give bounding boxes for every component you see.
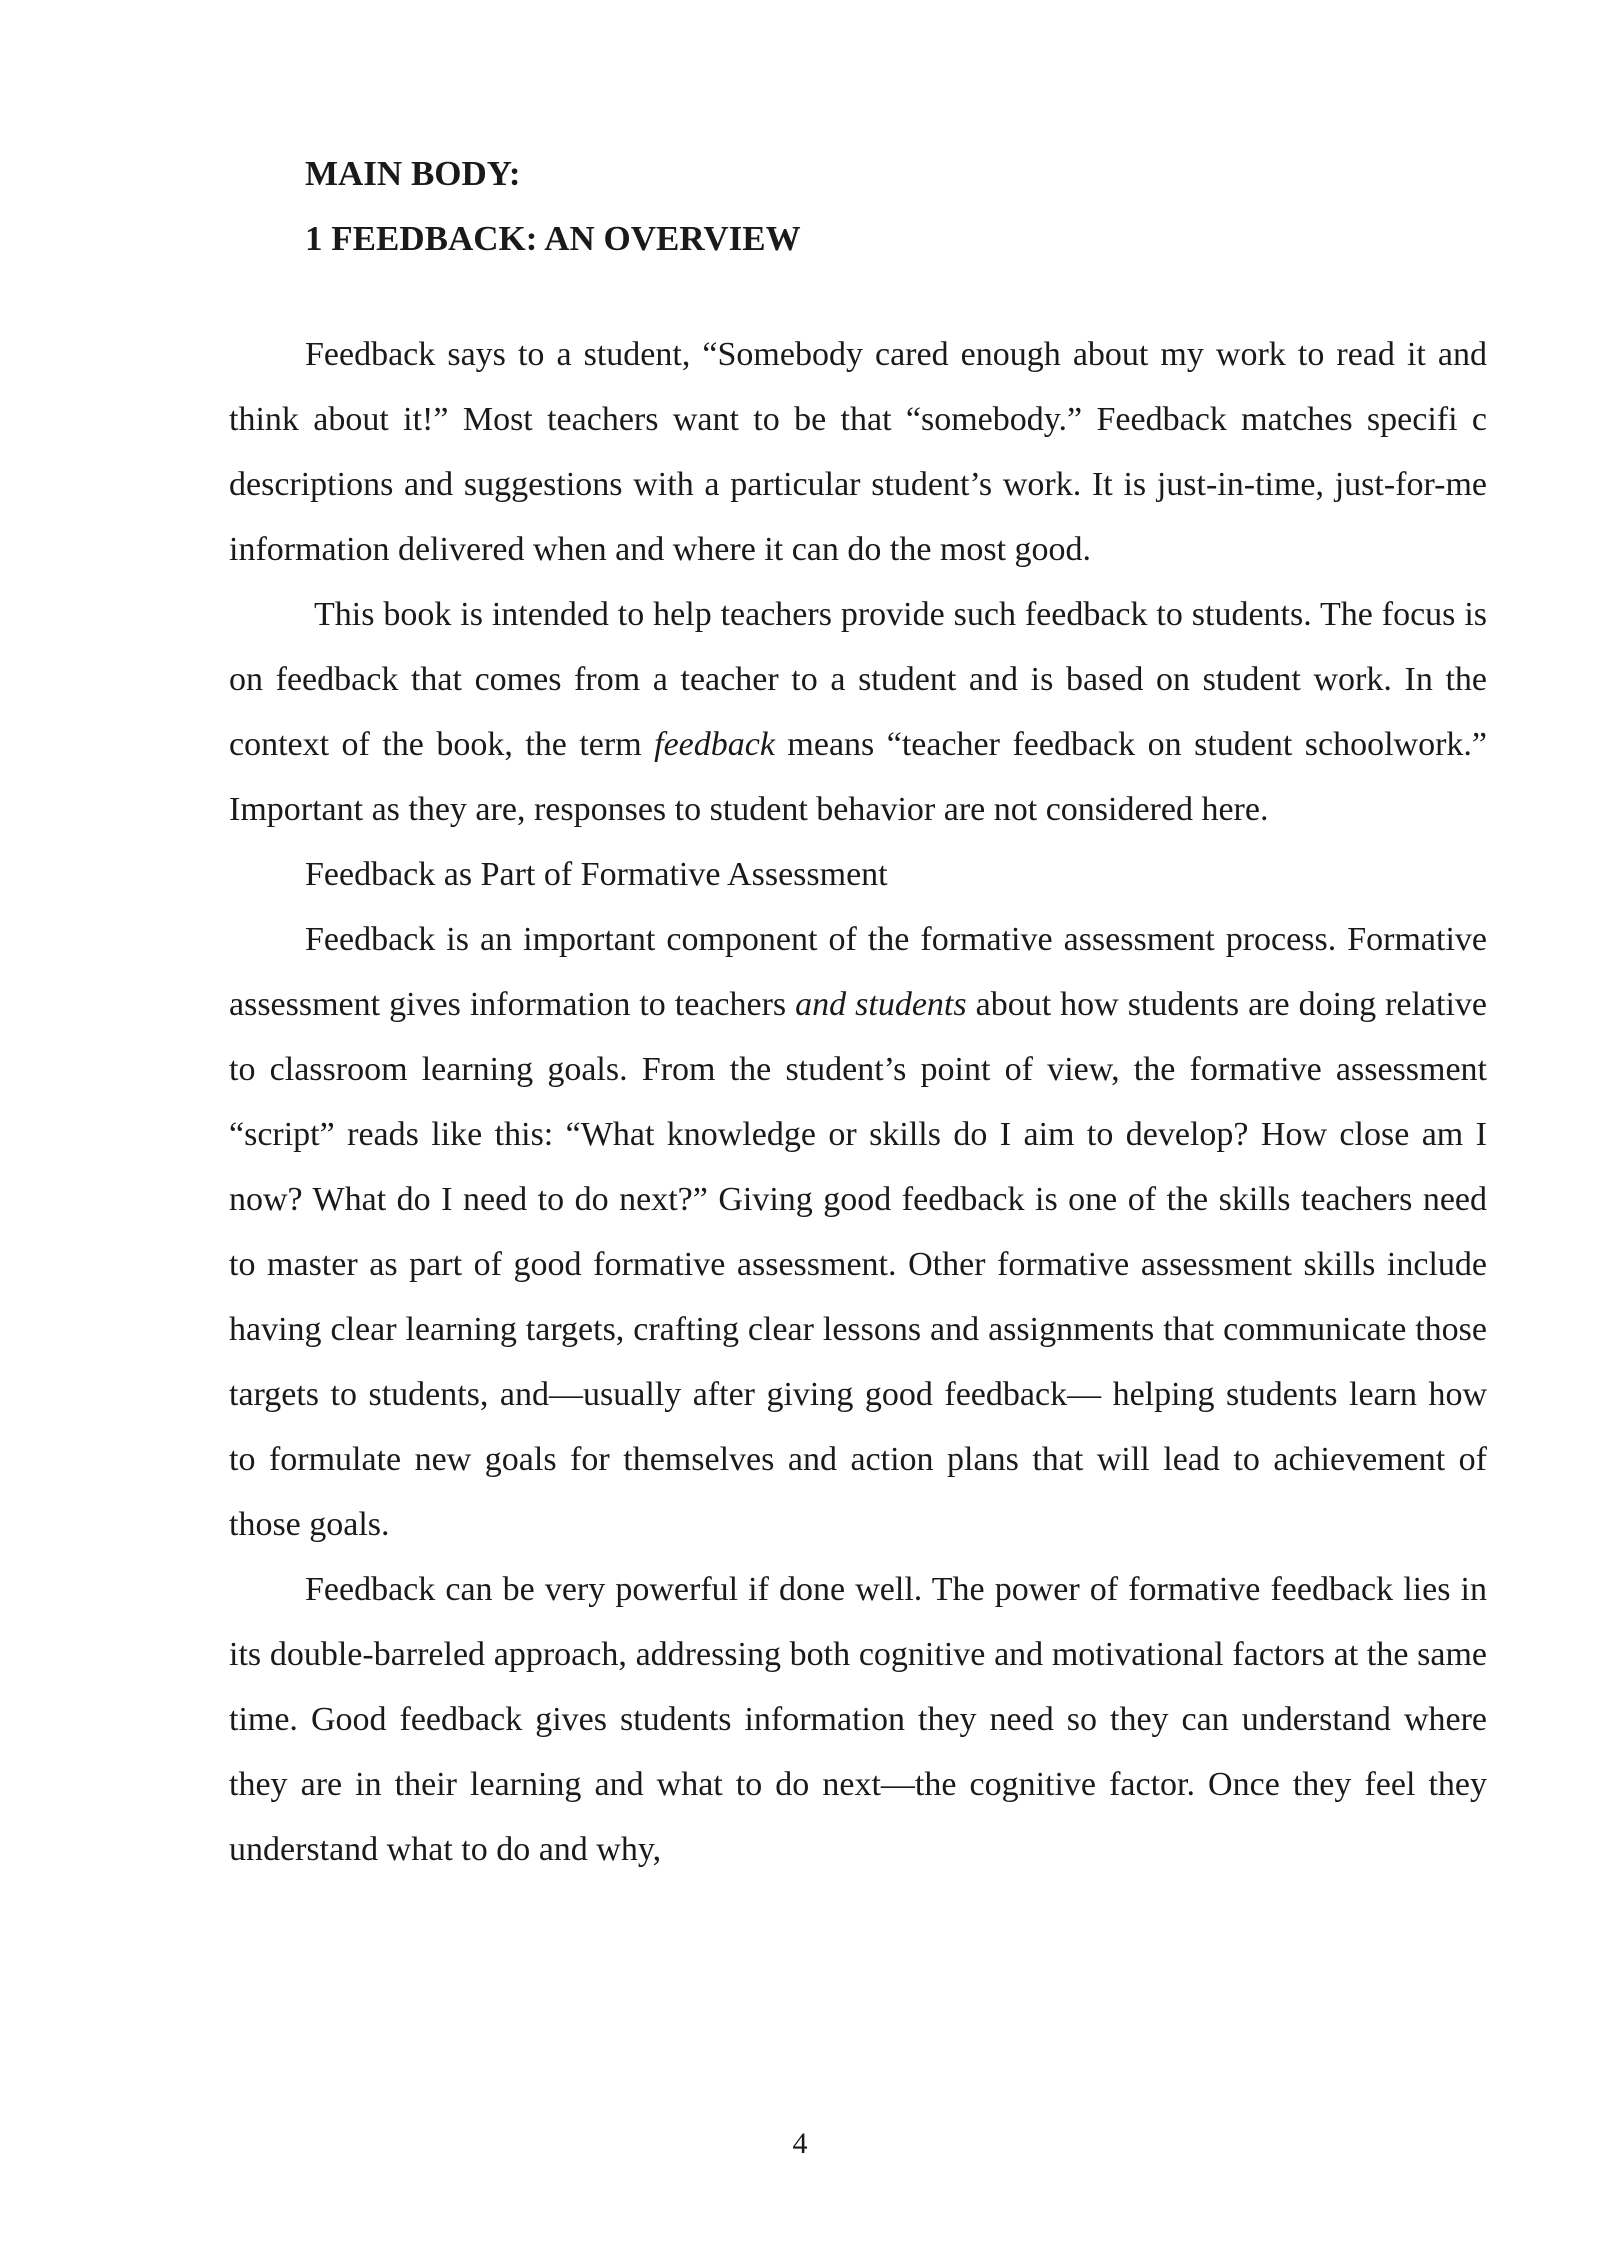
paragraph-2-text-start: This book is intended to help teachers provide such feedback to students. The focus is on feedback that comes from a teacher to a student and is based on student work. In the context of the book, the term bbox=[229, 596, 1487, 763]
paragraph-3-emphasis: and students bbox=[795, 986, 967, 1023]
paragraph-1: Feedback says to a student, “Somebody cared enough about my work to read it and think about it!” Most teachers want to be that “somebody.” Feedback matches specifi c descriptions and suggestions with a particular student’s work. It is just-in-time, just-for-me information delivered when and where it can do the most good. bbox=[229, 336, 1487, 568]
subsection-heading: Feedback as Part of Formative Assessment bbox=[305, 856, 888, 893]
paragraph-2 bbox=[229, 582, 1487, 842]
paragraph-4: Feedback can be very powerful if done well. The power of formative feedback lies in its double-barreled approach, addressing both cognitive and motivational factors at the same time. Good feedback gives students information they need so they can understand where they are in their learning and what to do next—the cognitive factor. Once they feel they understand what to do and why, bbox=[229, 1571, 1487, 1868]
section-heading: 1 FEEDBACK: AN OVERVIEW bbox=[305, 219, 801, 258]
paragraph-3-text-start: Feedback is an important component of the formative assessment process. Formative assessment gives information to teachers bbox=[229, 921, 1487, 1023]
page-number: 4 bbox=[792, 2127, 808, 2160]
paragraph-3 bbox=[229, 907, 1487, 1557]
main-body-heading: MAIN BODY: bbox=[305, 154, 521, 193]
paragraph-3-text-end: about how students are doing relative to classroom learning goals. From the student’s point of view, the formative assessment “script” reads like this: “What knowledge or skills do I aim to develop? How close am I now? What do I need to do next?” Giving good feedback is one of the skills teachers need to master as part of good formative assessment. Other formative assessment skills include having clear learning targets, crafting clear lessons and assignments that communicate those targets to students, and—usually after giving good feedback— helping students learn how to formulate new goals for themselves and action plans that will lead to achievement of those goals. bbox=[229, 986, 1488, 1543]
paragraph-2-emphasis: feedback bbox=[654, 726, 775, 763]
paragraph-2-text-end: means “teacher feedback on student schoolwork.” Important as they are, responses to student behavior are not considered here. bbox=[229, 726, 1487, 828]
body-text bbox=[229, 322, 1487, 1882]
